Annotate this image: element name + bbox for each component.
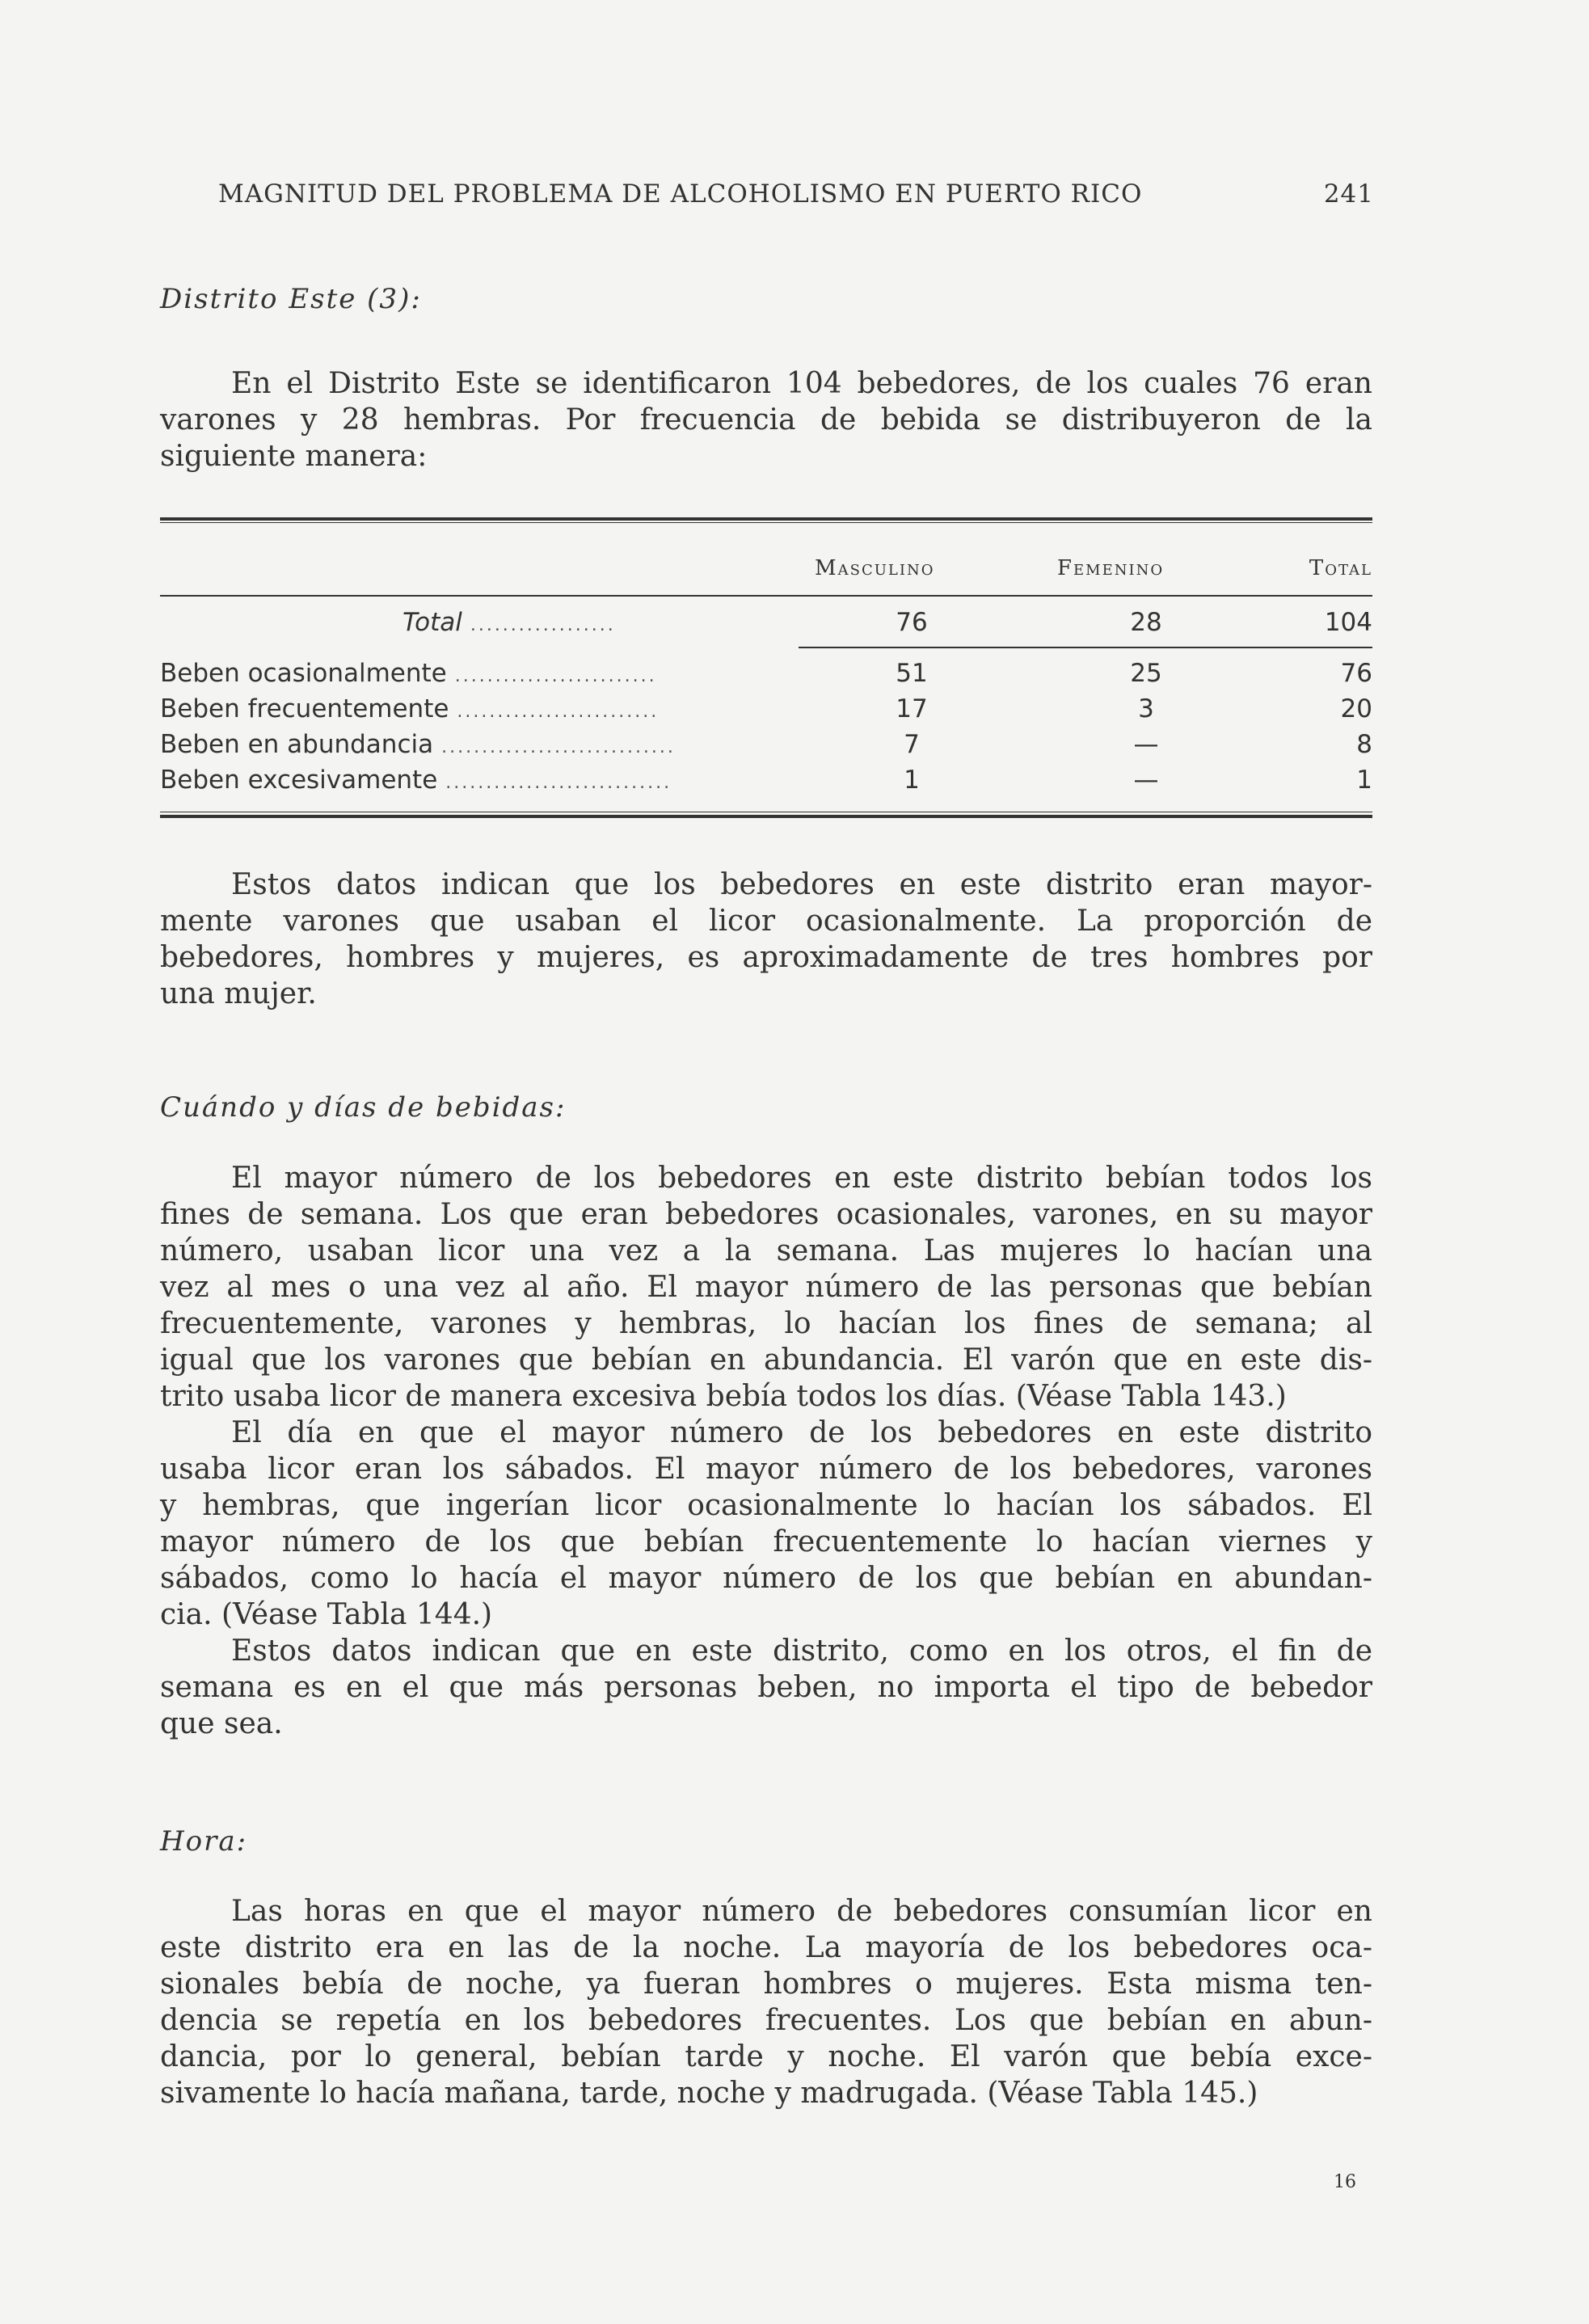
text-line: varones y 28 hembras. Por frecuencia de bebida se distribuyeron de la <box>160 403 1372 437</box>
text-line: siguiente manera: <box>160 440 428 473</box>
document-page: MAGNITUD DEL PROBLEMA DE ALCOHOLISMO EN PUERTO RICO 241 Distrito Este (3): En el Distrito Este se identificaron 104 bebedores, de los cuales 76 eran varones y 28 hembras. Por frecuencia de bebida se distribuyeron de la siguiente manera: Masculino Femenino Total Total .................. 76 28 104 Beben ocasionalmente ......................... 51 25 76 Beben frecuentemente ......................... 17 3 20 Beben en abundancia ............................. 7 — 8 Beben excesivamente ............................ 1 — 1 Estos datos indican que los bebedores en este distrito eran mayor- mente varones que usaban el licor ocasionalmente. La proporción de bebedores, hombres y mujeres, es aproximadamente de tres hombres por una mujer. Cuándo y días de bebidas: El mayor número de los bebedores en este distrito bebían todos los fines de semana. Los que eran bebedores ocasionales, varones, en su mayor número, usaban licor una vez a la semana. Las mujeres lo hacían una vez al mes o una vez al año. El mayor número de las personas que bebían frecuentemente, varones y hembras, lo hacían los fines de semana; al igual que los varones que bebían en abundancia. El varón que en este dis- trito usaba licor de manera excesiva bebía todos los días. (Véase Tabla 143.) El día en que el mayor número de los bebedores en este distrito usaba licor eran los sábados. El mayor número de los bebedores, varones y hembras, que ingerían licor ocasionalmente lo hacían los sábados. El mayor número de los que bebían frecuentemente lo hacían viernes y sábados, como lo hacía el mayor número de los que bebían en abundan- cia. (Véase Tabla 144.) Estos datos indican que en este distrito, como en los otros, el fin de semana es en el que más personas beben, no importa el tipo de bebedor que sea. Hora: Las horas en que el mayor número de bebedores consumían licor en este distrito era en las de la noche. La mayoría de los bebedores oca- sionales bebía de noche, ya fueran hombres o mujeres. Esta misma ten- dencia se repetía en los bebedores frecuentes. Los que bebían en abun- dancia, por lo general, bebían tarde y noche. El varón que bebía exce- sivamente lo hacía mañana, tarde, noche y madrugada. (Véase Tabla 145.) 16 <box>160 179 1374 2192</box>
row-label: Beben excesivamente <box>160 766 438 795</box>
col-header-femenino: Femenino <box>1057 556 1165 580</box>
text-line: cia. (Véase Tabla 144.) <box>160 1598 493 1631</box>
text-line: igual que los varones que bebían en abundancia. El varón que en este dis- <box>160 1343 1372 1377</box>
row-total: 20 <box>1340 694 1372 723</box>
section-title-distrito-este: Distrito Este (3): <box>160 283 422 315</box>
row-femenino: — <box>1133 730 1159 759</box>
hora-paragraph <box>160 1893 1372 2111</box>
running-header <box>218 179 1374 209</box>
table-commentary-paragraph <box>160 867 1372 1012</box>
text-line: mayor número de los que bebían frecuentemente lo hacían viernes y <box>160 1525 1372 1558</box>
text-line: frecuentemente, varones y hembras, lo hacían los fines de semana; al <box>160 1307 1372 1340</box>
text-line: Las horas en que el mayor número de bebedores consumían licor en <box>231 1895 1372 1928</box>
text-line: bebedores, hombres y mujeres, es aproximadamente de tres hombres por <box>160 941 1372 974</box>
row-total: 76 <box>1340 659 1372 688</box>
text-line: Estos datos indican que en este distrito, como en los otros, el fin de <box>231 1634 1372 1668</box>
total-femenino: 28 <box>1130 608 1162 637</box>
text-line: El mayor número de los bebedores en este distrito bebían todos los <box>231 1162 1372 1195</box>
text-line: usaba licor eran los sábados. El mayor número de los bebedores, varones <box>160 1453 1372 1486</box>
total-total: 104 <box>1324 608 1372 637</box>
table-top-rule-thin <box>160 522 1372 523</box>
text-line: número, usaban licor una vez a la semana. Las mujeres lo hacían una <box>160 1234 1372 1267</box>
row-masculino: 17 <box>896 694 928 723</box>
row-masculino: 7 <box>904 730 920 759</box>
text-line: semana es en el que más personas beben, no importa el tipo de bebedor <box>160 1671 1372 1704</box>
section-title-hora: Hora: <box>160 1825 248 1858</box>
text-line: sábados, como lo hacía el mayor número de los que bebían en abundan- <box>160 1562 1372 1595</box>
section-title-cuando: Cuándo y días de bebidas: <box>160 1091 567 1124</box>
row-femenino: 3 <box>1138 694 1154 723</box>
row-label: Beben frecuentemente <box>160 694 449 723</box>
signature-mark: 16 <box>1334 2172 1356 2192</box>
header-title: MAGNITUD DEL PROBLEMA DE ALCOHOLISMO EN PUERTO RICO <box>218 179 1143 209</box>
row-femenino: 25 <box>1130 659 1162 688</box>
text-line: y hembras, que ingerían licor ocasionalmente lo hacían los sábados. El <box>160 1489 1372 1522</box>
row-masculino: 51 <box>896 659 928 688</box>
text-line: sivamente lo hacía mañana, tarde, noche y madrugada. (Véase Tabla 145.) <box>160 2077 1258 2110</box>
cuando-paragraph-1 <box>160 1160 1372 1415</box>
cuando-paragraph-2 <box>160 1415 1372 1633</box>
header-rule <box>160 595 1372 597</box>
cuando-paragraph-3 <box>160 1633 1372 1742</box>
total-masculino: 76 <box>896 608 928 637</box>
text-line: este distrito era en las de la noche. La mayoría de los bebedores oca- <box>160 1931 1372 1964</box>
text-line: una mujer. <box>160 977 317 1010</box>
text-line: dencia se repetía en los bebedores frecuentes. Los que bebían en abun- <box>160 2004 1372 2037</box>
col-header-masculino: Masculino <box>815 556 935 580</box>
row-total: 8 <box>1356 730 1372 759</box>
text-line: que sea. <box>160 1707 283 1740</box>
text-line: dancia, por lo general, bebían tarde y noche. El varón que bebía exce- <box>160 2040 1372 2073</box>
text-line: Estos datos indican que los bebedores en este distrito eran mayor- <box>231 868 1372 901</box>
total-row-rule <box>799 647 1372 648</box>
row-masculino: 1 <box>904 766 920 795</box>
row-total: 1 <box>1356 766 1372 795</box>
col-header-total: Total <box>1309 556 1372 580</box>
page-number: 241 <box>1323 179 1374 209</box>
text-line: sionales bebía de noche, ya fueran hombres o mujeres. Esta misma ten- <box>160 1968 1372 2001</box>
table-top-rule <box>160 517 1372 521</box>
text-line: fines de semana. Los que eran bebedores ocasionales, varones, en su mayor <box>160 1198 1372 1231</box>
text-line: mente varones que usaban el licor ocasionalmente. La proporción de <box>160 905 1372 938</box>
text-line: En el Distrito Este se identificaron 104 bebedores, de los cuales 76 eran <box>231 367 1372 400</box>
row-label: Beben ocasionalmente <box>160 659 447 688</box>
intro-paragraph <box>160 365 1372 475</box>
text-line: vez al mes o una vez al año. El mayor número de las personas que bebían <box>160 1271 1372 1304</box>
text-line: El día en que el mayor número de los bebedores en este distrito <box>231 1416 1372 1449</box>
text-line: trito usaba licor de manera excesiva bebía todos los días. (Véase Tabla 143.) <box>160 1380 1287 1413</box>
row-femenino: — <box>1133 766 1159 795</box>
row-label: Beben en abundancia <box>160 730 434 759</box>
table-bottom-rule <box>160 815 1372 818</box>
total-row-label: Total .................. <box>403 608 616 637</box>
